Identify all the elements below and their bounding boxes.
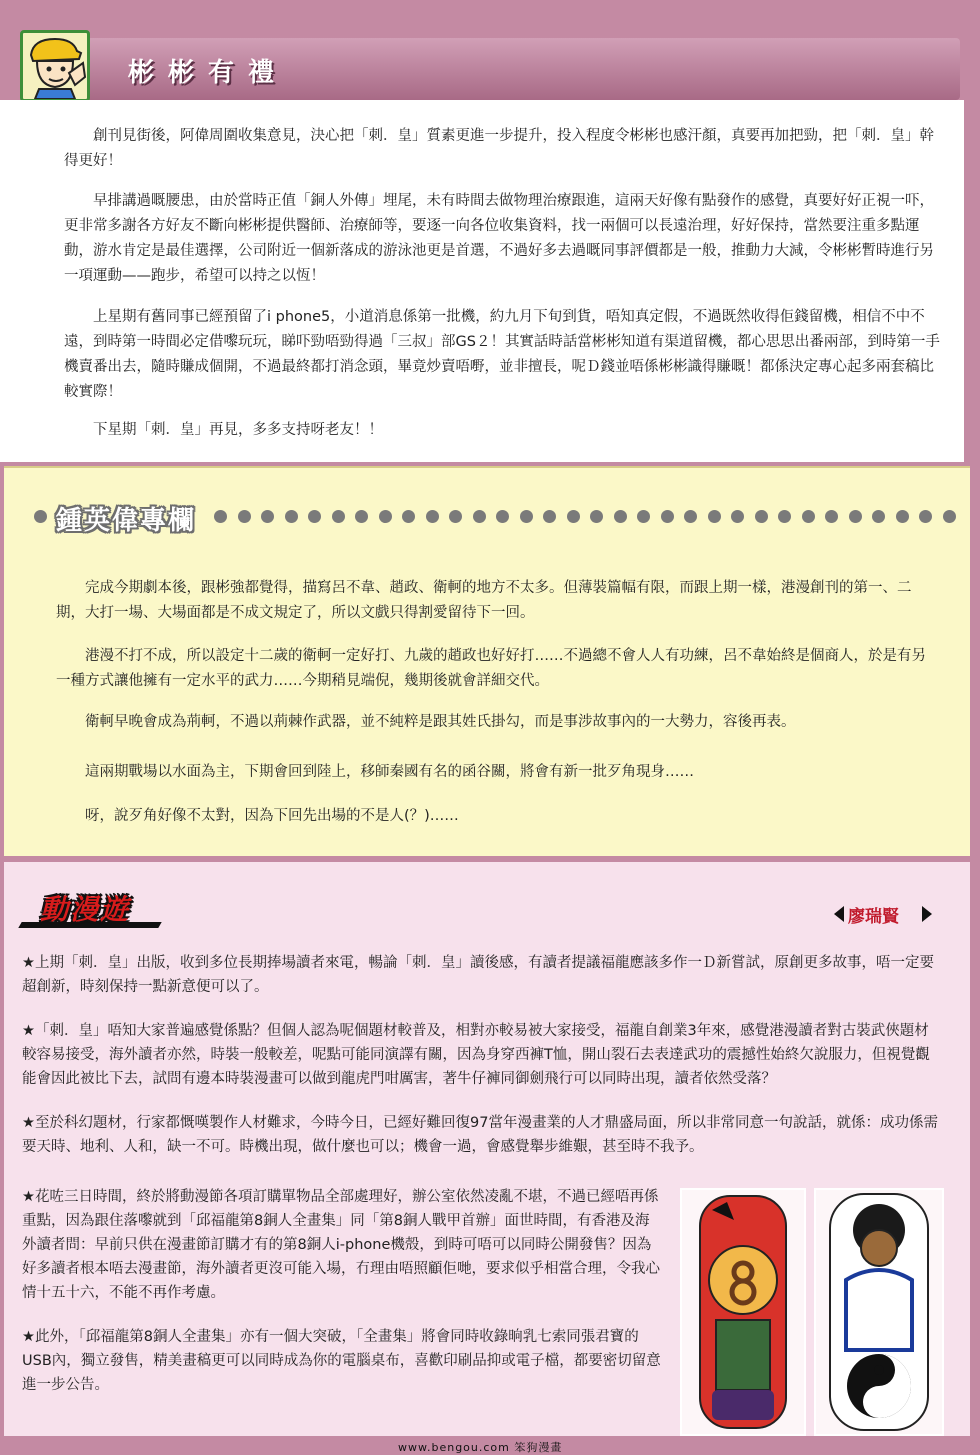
mascot-logo <box>20 30 90 102</box>
bullet-dot-icon <box>261 510 274 523</box>
mascot-icon <box>23 33 87 99</box>
usb-figure-8-bronze-man <box>680 1188 806 1436</box>
bullet-dot-icon <box>825 510 838 523</box>
section1-paragraph: 上星期有舊同事已經預留了i phone5，小道消息係第一批機，約九月下旬到貨，唔知真定假，不過既然收得佢錢留機，相信不中不遠，到時第一時間必定借嚟玩玩，睇吓勁唔勁得過「三叔」部GS２！其實話時話當彬彬知道有渠道留機，都心思思出番兩部，到時第一手機賣番出去，隨時賺成個開，不過最終都打消念頭，畢竟炒賣唔嘢，並非擅長，呢Ｄ錢並唔係彬彬識得賺嘅！都係決定專心起多兩套稿比較實際！ <box>64 309 940 400</box>
section2-title: 鍾英偉專欄 <box>56 506 197 536</box>
bullet-dot-icon <box>355 510 368 523</box>
footer-credit: www.bengou.com 笨狗漫畫 <box>398 1441 563 1454</box>
bullet-dot-icon <box>755 510 768 523</box>
bullet-dot-icon <box>849 510 862 523</box>
bullet-dot-icon <box>896 510 909 523</box>
bullet-dot-icon <box>872 510 885 523</box>
header-title: 彬彬有禮 <box>128 58 289 88</box>
bullet-dot-icon <box>614 510 627 523</box>
usb-drive-icon <box>682 1190 804 1434</box>
bullet-dot-icon <box>473 510 486 523</box>
bullet-dot-icon <box>238 510 251 523</box>
bullet-dot-icon <box>637 510 650 523</box>
bullet-dot-icon <box>684 510 697 523</box>
bullet-dot-icon <box>567 510 580 523</box>
bullet-dot-icon <box>332 510 345 523</box>
bullet-dot-icon <box>308 510 321 523</box>
bullet-dot-icon <box>449 510 462 523</box>
bullet-dot-icon <box>590 510 603 523</box>
section2-paragraph: 衛軻早晚會成為荊軻，不過以荊棘作武器，並不純粹是跟其姓氏掛勾，而是事涉故事內的一大勢力，容後再表。 <box>85 714 796 730</box>
section2-paragraph: 完成今期劇本後，跟彬強都覺得，描寫呂不韋、趙政、衛軻的地方不太多。但薄裝篇幅有限，而跟上期一樣，港漫創刊的第一、二期，大打一場、大場面都是不成文規定了，所以文戲只得割愛留待下一回。 <box>56 580 912 621</box>
bullet-dot-icon <box>426 510 439 523</box>
bullet-dot-icon <box>802 510 815 523</box>
bullet-dot-icon <box>496 510 509 523</box>
usb-drive-icon <box>816 1190 942 1434</box>
bullet-dot-icon <box>731 510 744 523</box>
bullet-dot-icon <box>402 510 415 523</box>
header-band <box>0 0 980 30</box>
triangle-right-icon <box>922 906 932 922</box>
bullet-dot-icon <box>943 510 956 523</box>
usb-figure-seven-sons <box>814 1188 944 1436</box>
bullet-dot-icon <box>34 510 47 523</box>
section1-paragraph: 下星期「刺．皇」再見，多多支持呀老友！！ <box>93 422 383 438</box>
section1-paragraph: 早排講過嘅腰患，由於當時正值「銅人外傳」埋尾，未有時間去做物理治療跟進，這兩天好像有點發作的感覺，真要好好正視一吓，更非常多謝各方好友不斷向彬彬提供醫師、治療師等，要逐一向各位收集資料，找一兩個可以長遠治理，好好保持，當然要注重多點運動，游水肯定是最佳選擇，公司附近一個新落成的游泳池更是首選，不過好多去過嘅同事評價都是一般，推動力大減，令彬彬暫時進行另一項運動——跑步，希望可以持之以恆！ <box>64 193 934 284</box>
bullet-dot-icon <box>778 510 791 523</box>
section3-item: ★花咗三日時間，終於將動漫節各項訂購單物品全部處理好，辦公室依然凌亂不堪，不過已經唔再係重點，因為跟住落嚟就到「邱福龍第8銅人全畫集」同「第8銅人戰甲首辦」面世時間，有香港及海外讀者問：早前只供在漫畫節訂購才有的第8銅人i-phone機殼，到時可唔可以同時公開發售？因為好多讀者根本唔去漫畫節，海外讀者更沒可能入場，冇理由唔照顧佢哋，要求似乎相當合理，令我心情十五十六，不能不再作考慮。 <box>22 1189 660 1301</box>
section3-item: ★至於科幻題材，行家都慨嘆製作人材難求，今時今日，已經好難回復97當年漫畫業的人才鼎盛局面，所以非常同意一句說話，就係：成功係需要天時、地利、人和，缺一不可。時機出現，做什麼也可以；機會一過，會感覺舉步維艱，甚至時不我予。 <box>22 1115 938 1155</box>
section3-title: 動漫遊 <box>40 893 131 926</box>
section1-paragraph: 創刊見街後，阿偉周圍收集意見，決心把「刺．皇」質素更進一步提升，投入程度令彬彬也感汗顏，真要再加把勁，把「刺．皇」幹得更好！ <box>64 128 934 169</box>
bullet-dot-icon <box>919 510 932 523</box>
bullet-dot-icon <box>214 510 227 523</box>
bullet-dot-icon <box>520 510 533 523</box>
section3-item: ★此外，「邱福龍第8銅人全畫集」亦有一個大突破，「全畫集」將會同時收錄晌乳七索同張君寶的USB內，獨立發售，精美畫稿更可以同時成為你的電腦桌布，喜歡印刷品抑或電子檔，都要密切留意進一步公告。 <box>22 1329 661 1393</box>
author-name: 廖瑞賢 <box>848 907 899 927</box>
bullet-dot-icon <box>543 510 556 523</box>
bullet-dot-icon <box>708 510 721 523</box>
triangle-left-icon <box>834 906 844 922</box>
bullet-dot-icon <box>379 510 392 523</box>
section2-paragraph: 這兩期戰場以水面為主，下期會回到陸上，移師秦國有名的函谷關，將會有新一批歹角現身…… <box>85 764 694 780</box>
bullet-dot-icon <box>661 510 674 523</box>
bullet-dot-icon <box>285 510 298 523</box>
section2-paragraph: 港漫不打不成，所以設定十二歲的衛軻一定好打、九歲的趙政也好好打……不過總不會人人有功練，呂不韋始終是個商人，於是有另一種方式讓他擁有一定水平的武力……今期稍見端倪，幾期後就會詳細交代。 <box>56 648 926 689</box>
section2-paragraph: 呀，說歹角好像不太對，因為下回先出場的不是人(？)…… <box>85 808 459 824</box>
section3-item: ★上期「刺．皇」出版，收到多位長期捧場讀者來電，暢論「刺．皇」讀後感，有讀者提議福龍應該多作一Ｄ新嘗試，原創更多故事，唔一定要超創新，時刻保持一點新意便可以了。 <box>22 955 934 995</box>
section-1-border <box>964 100 980 462</box>
section3-item: ★「刺．皇」唔知大家普遍感覺係點？但個人認為呢個題材較普及，相對亦較易被大家接受，福龍自創業3年來，感覺港漫讀者對古裝武俠題材較容易接受，海外讀者亦然，時裝一般較差，呢點可能同演譯有關，因為身穿西褲T恤，開山裂石去表達武功的震撼性始終欠說服力，但視覺觀能會因此被比下去，試問有邊本時裝漫畫可以做到龍虎門咁厲害，著牛仔褲同御劍飛行可以同時出現，讀者依然受落？ <box>22 1023 930 1087</box>
